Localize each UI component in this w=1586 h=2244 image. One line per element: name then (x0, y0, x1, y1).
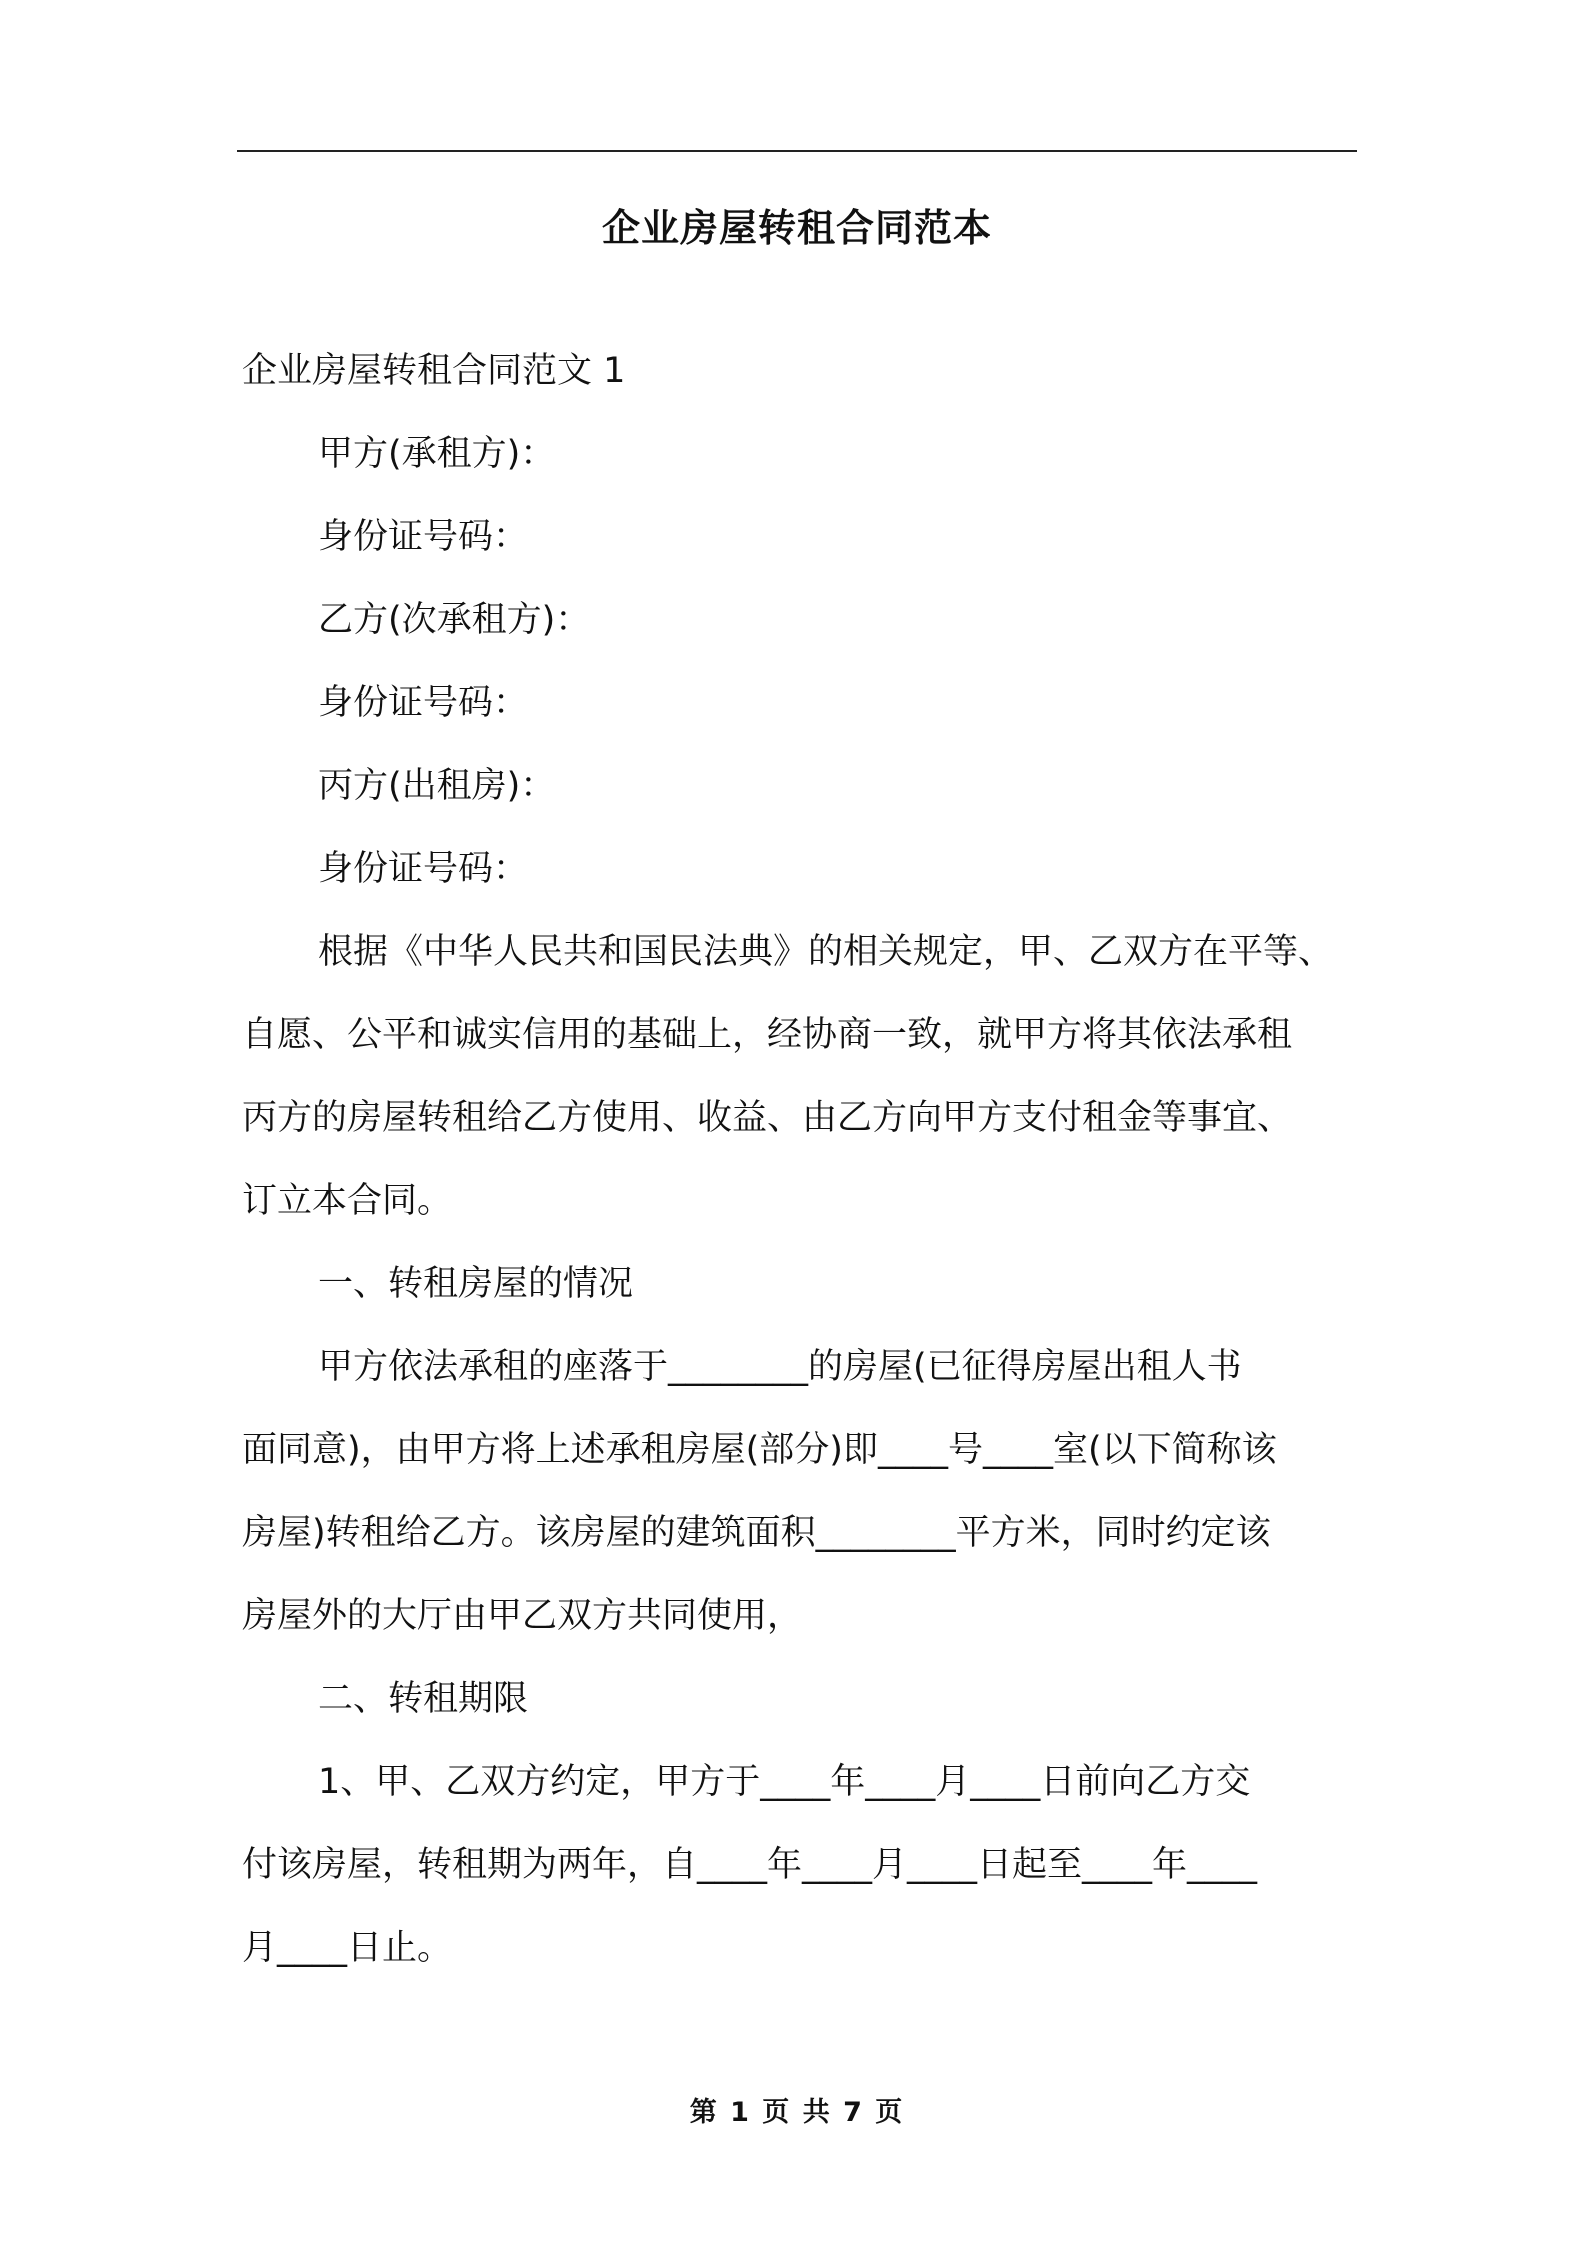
paragraph-line: 订立本合同。 (242, 1181, 453, 1221)
clause-heading: 二、转租期限 (318, 1679, 529, 1719)
party-c-id-line: 身份证号码： (318, 849, 529, 889)
party-b-id-line: 身份证号码： (318, 683, 529, 723)
paragraph-line: 房屋)转租给乙方。该房屋的建筑面积________平方米，同时约定该 (242, 1513, 1271, 1553)
paragraph-line: 月____日止。 (242, 1928, 453, 1968)
clause-heading: 一、转租房屋的情况 (318, 1264, 634, 1304)
paragraph-line: 根据《中华人民共和国民法典》的相关规定，甲、乙双方在平等、 (318, 932, 1334, 972)
party-b-line: 乙方(次承租方)： (318, 600, 591, 640)
header-rule (237, 150, 1357, 152)
page-footer: 第 1 页 共 7 页 (689, 2097, 905, 2128)
section-heading: 企业房屋转租合同范文 1 (242, 351, 626, 391)
paragraph-line: 房屋外的大厅由甲乙双方共同使用， (242, 1596, 803, 1636)
paragraph-line: 1、甲、乙双方约定，甲方于____年____月____日前向乙方交 (318, 1762, 1251, 1802)
paragraph-line: 面同意)，由甲方将上述承租房屋(部分)即____号____室(以下简称该 (242, 1430, 1277, 1470)
paragraph-line: 甲方依法承租的座落于________的房屋(已征得房屋出租人书 (318, 1347, 1242, 1387)
party-a-line: 甲方(承租方)： (318, 434, 556, 474)
document-title: 企业房屋转租合同范本 (601, 206, 992, 250)
paragraph-line: 自愿、公平和诚实信用的基础上，经协商一致，就甲方将其依法承租 (242, 1015, 1293, 1055)
document-body (242, 330, 1354, 1990)
party-a-id-line: 身份证号码： (318, 517, 529, 557)
paragraph-line: 付该房屋，转租期为两年，自____年____月____日起至____年____ (242, 1845, 1258, 1885)
paragraph-line: 丙方的房屋转租给乙方使用、收益、由乙方向甲方支付租金等事宜、 (242, 1098, 1293, 1138)
party-c-line: 丙方(出租房)： (318, 766, 556, 806)
